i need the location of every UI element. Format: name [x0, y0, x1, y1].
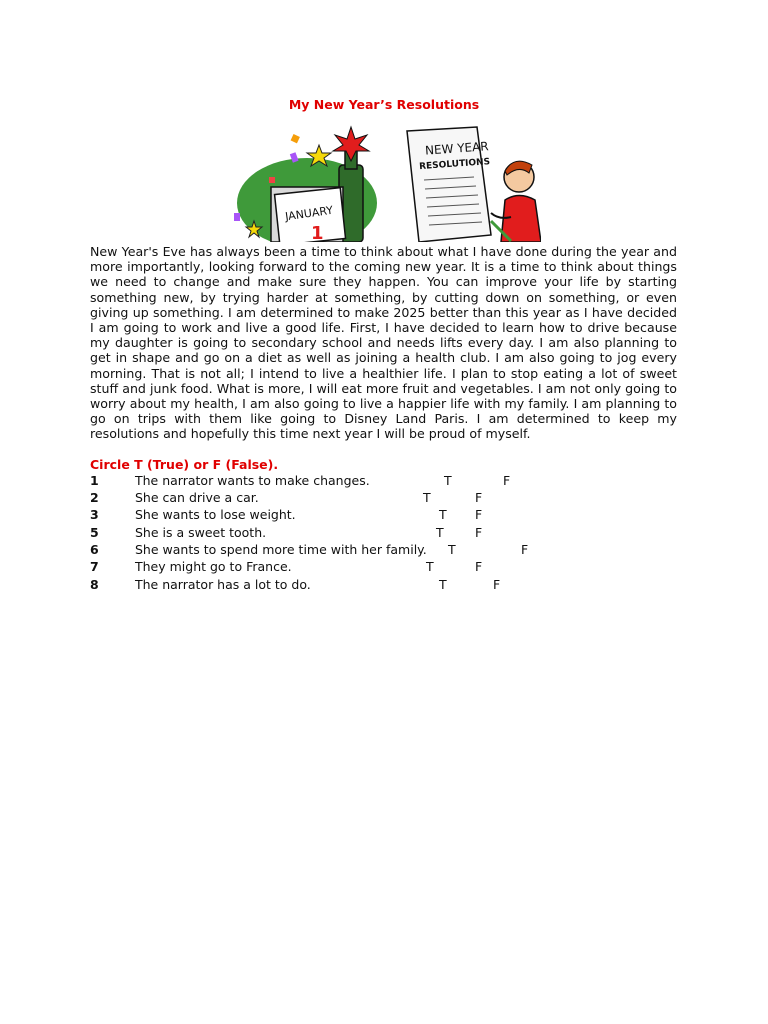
- true-option[interactable]: T: [439, 577, 447, 592]
- new-year-illustration: [229, 125, 541, 242]
- question-row: [90, 558, 590, 575]
- question-number: 5: [90, 525, 99, 540]
- question-row: [90, 489, 590, 506]
- false-option[interactable]: F: [475, 507, 483, 522]
- true-option[interactable]: T: [444, 473, 452, 488]
- question-text: The narrator has a lot to do.: [135, 577, 311, 592]
- confetti-piece: [269, 177, 275, 183]
- false-option[interactable]: F: [521, 542, 529, 557]
- question-number: 3: [90, 507, 99, 522]
- question-text: She can drive a car.: [135, 490, 259, 505]
- question-row: [90, 524, 590, 541]
- question-text: The narrator wants to make changes.: [135, 473, 370, 488]
- firework-burst: [333, 127, 369, 161]
- true-option[interactable]: T: [423, 490, 431, 505]
- question-number: 2: [90, 490, 99, 505]
- false-option[interactable]: F: [503, 473, 511, 488]
- true-option[interactable]: T: [439, 507, 447, 522]
- false-option[interactable]: F: [475, 559, 483, 574]
- calendar-label: JANUARY: [284, 203, 334, 224]
- question-row: [90, 506, 590, 523]
- exercise-instruction: Circle T (True) or F (False).: [90, 457, 279, 472]
- question-text: She wants to lose weight.: [135, 507, 296, 522]
- false-option[interactable]: F: [475, 525, 483, 540]
- newspaper-headline-line2: RESOLUTIONS: [418, 157, 491, 173]
- page-title: My New Year’s Resolutions: [288, 97, 480, 112]
- question-number: 7: [90, 559, 99, 574]
- question-text: She is a sweet tooth.: [135, 525, 267, 540]
- true-option[interactable]: T: [436, 525, 444, 540]
- true-option[interactable]: T: [426, 559, 434, 574]
- confetti-piece: [291, 134, 300, 143]
- question-row: [90, 472, 590, 489]
- false-option[interactable]: F: [475, 490, 483, 505]
- question-number: 6: [90, 542, 99, 557]
- false-option[interactable]: F: [493, 577, 501, 592]
- question-text: They might go to France.: [135, 559, 292, 574]
- true-option[interactable]: T: [448, 542, 456, 557]
- question-text: She wants to spend more time with her family.: [135, 542, 427, 557]
- question-row: [90, 541, 590, 558]
- calendar-day: 1: [311, 223, 324, 242]
- question-number: 8: [90, 577, 99, 592]
- confetti-piece: [234, 213, 240, 221]
- question-number: 1: [90, 473, 99, 488]
- resolutions-paragraph: New Year's Eve has always been a time to think about what I have done during the year and more importantly, looking forward to the coming new year. It is a time to think about things we need to change and make sure they happen. You can improve your life by starting something new, by trying harder at something, by cutting down on something, or even giving up something. I am determined to make 2025 better than this year as I have decided I am going to work and live a good life. First, I have decided to learn how to drive because my daughter is going to secondary school and needs lifts every day. I am also planning to get in shape and go on a diet as well as joining a health club. I am also going to jog every morning. That is not all; I intend to live a healthier life. I plan to stop eating a lot of sweet stuff and junk food. What is more, I will eat more fruit and vegetables. I am not only going to worry about my health, I am also going to live a happier life with my family. I am planning to go on trips with them like going to Disney Land Paris. I am determined to keep my resolutions and hopefully this time next year I will be proud of myself.: [90, 244, 677, 442]
- newspaper-headline-line1: NEW YEAR: [424, 139, 490, 158]
- question-row: [90, 576, 590, 593]
